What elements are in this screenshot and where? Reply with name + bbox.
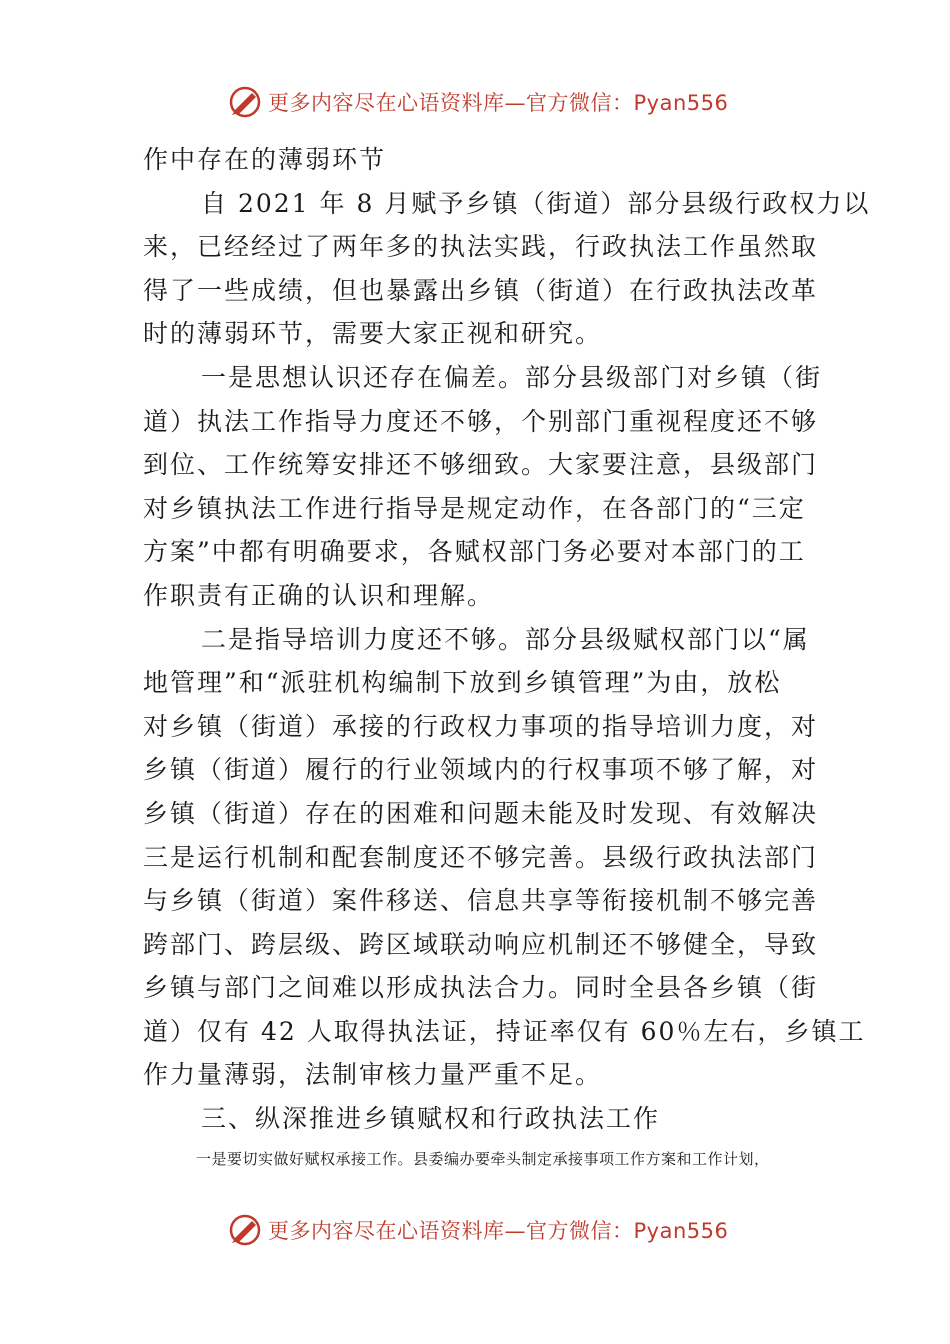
- text-line: 到位、工作统筹安排还不够细致。大家要注意，县级部门: [143, 450, 819, 480]
- text-line: 方案”中都有明确要求，各赋权部门务必要对本部门的工: [143, 537, 806, 567]
- footer-watermark-banner: [228, 1210, 728, 1250]
- section-heading: 三、纵深推进乡镇赋权和行政执法工作: [201, 1104, 661, 1134]
- text-line: 乡镇与部门之间难以形成执法合力。同时全县各乡镇（街: [143, 973, 819, 1003]
- text-line: 跨部门、跨层级、跨区域联动响应机制还不够健全，导致: [143, 929, 819, 959]
- text-line: 对乡镇（街道）承接的行政权力事项的指导培训力度，对: [143, 711, 819, 741]
- text-line: 道）仅有 42 人取得执法证，持证率仅有 60％左右，乡镇工: [143, 1016, 866, 1046]
- text-line: 对乡镇执法工作进行指导是规定动作，在各部门的“三定: [143, 493, 806, 523]
- text-line: 一是思想认识还存在偏差。部分县级部门对乡镇（街: [201, 362, 823, 392]
- small-text-line: 一是要切实做好赋权承接工作。县委编办要牵头制定承接事项工作方案和工作计划，: [196, 1150, 770, 1168]
- text-line: 地管理”和“派驻机构编制下放到乡镇管理”为由，放松: [143, 668, 782, 698]
- text-line: 自 2021 年 8 月赋予乡镇（街道）部分县级行政权力以: [201, 188, 871, 218]
- text-line: 与乡镇（街道）案件移送、信息共享等衔接机制不够完善: [143, 886, 819, 916]
- document-body: [143, 138, 871, 1141]
- pen-circle-logo-icon: [228, 1213, 262, 1247]
- text-line: 道）执法工作指导力度还不够，个别部门重视程度还不够: [143, 406, 819, 436]
- text-line: 乡镇（街道）履行的行业领域内的行权事项不够了解，对: [143, 755, 819, 785]
- banner-text: 更多内容尽在心语资料库—官方微信：Pyan556: [268, 1219, 729, 1243]
- text-line: 作力量薄弱，法制审核力量严重不足。: [143, 1060, 603, 1090]
- text-line: 作中存在的薄弱环节: [143, 145, 387, 174]
- text-line: 来，已经经过了两年多的执法实践，行政执法工作虽然取: [143, 232, 819, 262]
- text-line: 得了一些成绩，但也暴露出乡镇（街道）在行政执法改革: [143, 275, 819, 305]
- text-line: 三是运行机制和配套制度还不够完善。县级行政执法部门: [143, 842, 819, 872]
- text-line: 作职责有正确的认识和理解。: [143, 580, 495, 610]
- banner-text: 更多内容尽在心语资料库—官方微信：Pyan556: [268, 91, 729, 115]
- pen-circle-logo-icon: [228, 85, 262, 119]
- text-line: 时的薄弱环节，需要大家正视和研究。: [143, 319, 603, 349]
- text-line: 乡镇（街道）存在的困难和问题未能及时发现、有效解决: [143, 798, 819, 828]
- header-watermark-banner: [228, 82, 728, 122]
- text-line: 二是指导培训力度还不够。部分县级赋权部门以“属: [201, 624, 810, 654]
